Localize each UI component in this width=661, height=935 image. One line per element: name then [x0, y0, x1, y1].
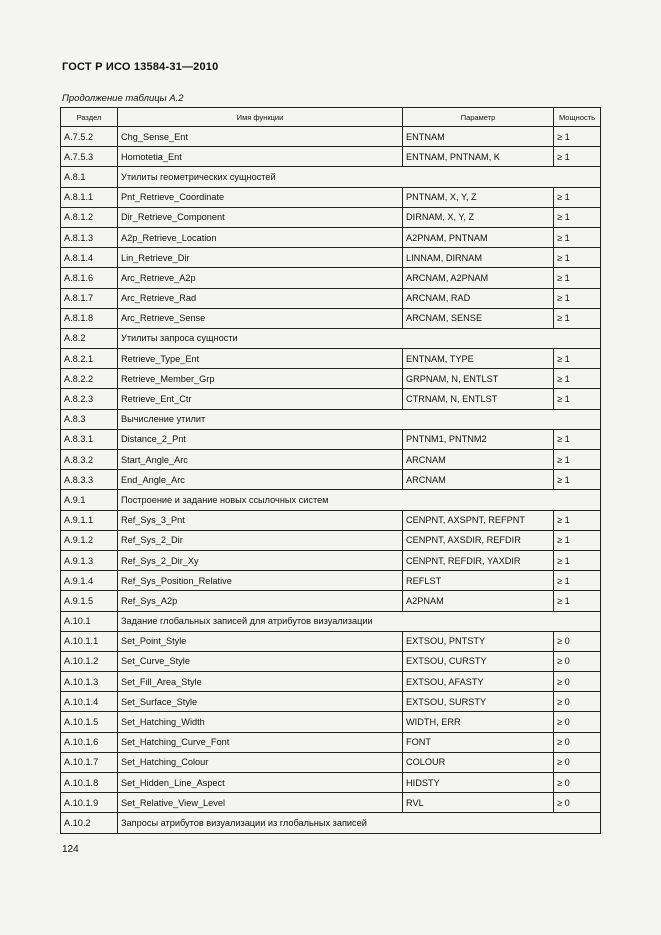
function-table: [60, 107, 601, 834]
cell-section: A.8.3.2: [61, 450, 118, 470]
cell-parameters: PNTNAM, X, Y, Z: [403, 187, 554, 207]
cell-function-name: Retrieve_Ent_Ctr: [118, 389, 403, 409]
table-row: [61, 651, 601, 671]
cell-group-title: Запросы атрибутов визуализации из глобальных записей: [118, 813, 601, 833]
table-row: [61, 147, 601, 167]
cell-parameters: ARCNAM: [403, 470, 554, 490]
cell-function-name: Pnt_Retrieve_Coordinate: [118, 187, 403, 207]
table-row: [61, 712, 601, 732]
cell-function-name: Set_Hatching_Curve_Font: [118, 732, 403, 752]
table-row: [61, 268, 601, 288]
cell-parameters: ARCNAM, SENSE: [403, 308, 554, 328]
table-row: [61, 389, 601, 409]
cell-function-name: Start_Angle_Arc: [118, 450, 403, 470]
cell-section: A.7.5.3: [61, 147, 118, 167]
cell-parameters: ARCNAM, RAD: [403, 288, 554, 308]
cell-cardinality: ≥ 1: [554, 187, 601, 207]
cell-cardinality: ≥ 1: [554, 288, 601, 308]
cell-function-name: Retrieve_Member_Grp: [118, 369, 403, 389]
cell-section: A.8.1: [61, 167, 118, 187]
table-group-row: [61, 813, 601, 833]
cell-cardinality: ≥ 0: [554, 773, 601, 793]
cell-function-name: Set_Relative_View_Level: [118, 793, 403, 813]
cell-section: A.9.1: [61, 490, 118, 510]
header-section: Раздел: [61, 108, 118, 127]
header-parameter: Параметр: [403, 108, 554, 127]
table-row: [61, 248, 601, 268]
cell-parameters: LINNAM, DIRNAM: [403, 248, 554, 268]
table-row: [61, 470, 601, 490]
cell-cardinality: ≥ 1: [554, 530, 601, 550]
cell-parameters: DIRNAM, X, Y, Z: [403, 207, 554, 227]
table-row: [61, 288, 601, 308]
cell-cardinality: ≥ 0: [554, 793, 601, 813]
cell-function-name: End_Angle_Arc: [118, 470, 403, 490]
table-row: [61, 227, 601, 247]
table-row: [61, 773, 601, 793]
table-row: [61, 510, 601, 530]
cell-function-name: A2p_Retrieve_Location: [118, 227, 403, 247]
cell-section: A.10.1.6: [61, 732, 118, 752]
cell-group-title: Построение и задание новых ссылочных систем: [118, 490, 601, 510]
cell-function-name: Lin_Retrieve_Dir: [118, 248, 403, 268]
cell-section: A.9.1.3: [61, 550, 118, 570]
cell-function-name: Ref_Sys_2_Dir: [118, 530, 403, 550]
cell-cardinality: ≥ 1: [554, 389, 601, 409]
cell-function-name: Arc_Retrieve_Sense: [118, 308, 403, 328]
cell-parameters: RVL: [403, 793, 554, 813]
cell-parameters: CENPNT, AXSDIR, REFDIR: [403, 530, 554, 550]
table-group-row: [61, 409, 601, 429]
table-row: [61, 591, 601, 611]
cell-function-name: Arc_Retrieve_Rad: [118, 288, 403, 308]
cell-section: A.8.2.3: [61, 389, 118, 409]
cell-cardinality: ≥ 1: [554, 207, 601, 227]
cell-cardinality: ≥ 1: [554, 591, 601, 611]
cell-section: A.10.1: [61, 611, 118, 631]
cell-function-name: Set_Curve_Style: [118, 651, 403, 671]
cell-section: A.10.1.3: [61, 672, 118, 692]
cell-section: A.10.2: [61, 813, 118, 833]
table-row: [61, 349, 601, 369]
table-row: [61, 692, 601, 712]
cell-cardinality: ≥ 1: [554, 369, 601, 389]
cell-section: A.8.1.4: [61, 248, 118, 268]
cell-section: A.9.1.5: [61, 591, 118, 611]
cell-section: A.10.1.9: [61, 793, 118, 813]
table-header-row: [61, 108, 601, 127]
cell-function-name: Ref_Sys_2_Dir_Xy: [118, 550, 403, 570]
cell-parameters: CENPNT, AXSPNT, REFPNT: [403, 510, 554, 530]
cell-section: A.7.5.2: [61, 127, 118, 147]
table-group-row: [61, 167, 601, 187]
table-row: [61, 187, 601, 207]
cell-parameters: EXTSOU, AFASTY: [403, 672, 554, 692]
cell-section: A.8.1.7: [61, 288, 118, 308]
table-row: [61, 752, 601, 772]
table-row: [61, 550, 601, 570]
cell-parameters: ENTNAM, TYPE: [403, 349, 554, 369]
cell-section: A.10.1.5: [61, 712, 118, 732]
cell-section: A.8.3: [61, 409, 118, 429]
cell-parameters: EXTSOU, SURSTY: [403, 692, 554, 712]
cell-parameters: WIDTH, ERR: [403, 712, 554, 732]
table-row: [61, 793, 601, 813]
cell-parameters: REFLST: [403, 571, 554, 591]
cell-function-name: Ref_Sys_3_Pnt: [118, 510, 403, 530]
cell-function-name: Set_Point_Style: [118, 631, 403, 651]
cell-cardinality: ≥ 1: [554, 248, 601, 268]
cell-section: A.10.1.2: [61, 651, 118, 671]
cell-cardinality: ≥ 0: [554, 732, 601, 752]
cell-section: A.8.2: [61, 328, 118, 348]
cell-parameters: GRPNAM, N, ENTLST: [403, 369, 554, 389]
cell-parameters: CTRNAM, N, ENTLST: [403, 389, 554, 409]
cell-parameters: EXTSOU, PNTSTY: [403, 631, 554, 651]
cell-group-title: Утилиты геометрических сущностей: [118, 167, 601, 187]
cell-section: A.8.1.2: [61, 207, 118, 227]
table-row: [61, 732, 601, 752]
cell-cardinality: ≥ 1: [554, 571, 601, 591]
cell-parameters: A2PNAM, PNTNAM: [403, 227, 554, 247]
table-row: [61, 450, 601, 470]
cell-cardinality: ≥ 0: [554, 752, 601, 772]
cell-parameters: PNTNM1, PNTNM2: [403, 429, 554, 449]
cell-section: A.9.1.4: [61, 571, 118, 591]
table-row: [61, 429, 601, 449]
cell-cardinality: ≥ 0: [554, 712, 601, 732]
cell-function-name: Set_Hatching_Width: [118, 712, 403, 732]
cell-parameters: HIDSTY: [403, 773, 554, 793]
cell-parameters: EXTSOU, CURSTY: [403, 651, 554, 671]
cell-section: A.9.1.2: [61, 530, 118, 550]
table-row: [61, 127, 601, 147]
cell-function-name: Dir_Retrieve_Component: [118, 207, 403, 227]
cell-parameters: A2PNAM: [403, 591, 554, 611]
cell-cardinality: ≥ 1: [554, 268, 601, 288]
cell-section: A.10.1.7: [61, 752, 118, 772]
cell-parameters: CENPNT, REFDIR, YAXDIR: [403, 550, 554, 570]
table-row: [61, 631, 601, 651]
cell-section: A.10.1.8: [61, 773, 118, 793]
cell-cardinality: ≥ 1: [554, 550, 601, 570]
cell-function-name: Arc_Retrieve_A2p: [118, 268, 403, 288]
cell-function-name: Homotetia_Ent: [118, 147, 403, 167]
cell-section: A.10.1.1: [61, 631, 118, 651]
cell-cardinality: ≥ 1: [554, 227, 601, 247]
header-cardinality: Мощность: [554, 108, 601, 127]
cell-section: A.10.1.4: [61, 692, 118, 712]
cell-section: A.9.1.1: [61, 510, 118, 530]
cell-parameters: COLOUR: [403, 752, 554, 772]
page-number: 124: [62, 844, 79, 855]
cell-group-title: Задание глобальных записей для атрибутов визуализации: [118, 611, 601, 631]
table-group-row: [61, 328, 601, 348]
cell-function-name: Set_Hatching_Colour: [118, 752, 403, 772]
cell-function-name: Set_Hidden_Line_Aspect: [118, 773, 403, 793]
cell-function-name: Ref_Sys_Position_Relative: [118, 571, 403, 591]
table-row: [61, 530, 601, 550]
cell-cardinality: ≥ 1: [554, 429, 601, 449]
cell-function-name: Chg_Sense_Ent: [118, 127, 403, 147]
cell-parameters: FONT: [403, 732, 554, 752]
cell-section: A.8.2.2: [61, 369, 118, 389]
cell-parameters: ARCNAM, A2PNAM: [403, 268, 554, 288]
table-row: [61, 308, 601, 328]
cell-function-name: Set_Fill_Area_Style: [118, 672, 403, 692]
cell-cardinality: ≥ 1: [554, 147, 601, 167]
cell-parameters: ENTNAM: [403, 127, 554, 147]
cell-cardinality: ≥ 1: [554, 450, 601, 470]
cell-section: A.8.1.3: [61, 227, 118, 247]
header-function-name: Имя функции: [118, 108, 403, 127]
cell-cardinality: ≥ 1: [554, 127, 601, 147]
table-row: [61, 571, 601, 591]
table-row: [61, 207, 601, 227]
cell-cardinality: ≥ 0: [554, 651, 601, 671]
cell-cardinality: ≥ 0: [554, 672, 601, 692]
cell-function-name: Distance_2_Pnt: [118, 429, 403, 449]
cell-cardinality: ≥ 1: [554, 510, 601, 530]
cell-group-title: Вычисление утилит: [118, 409, 601, 429]
cell-parameters: ENTNAM, PNTNAM, K: [403, 147, 554, 167]
cell-section: A.8.1.6: [61, 268, 118, 288]
cell-function-name: Retrieve_Type_Ent: [118, 349, 403, 369]
cell-section: A.8.3.3: [61, 470, 118, 490]
table-group-row: [61, 611, 601, 631]
table-row: [61, 672, 601, 692]
cell-cardinality: ≥ 1: [554, 470, 601, 490]
cell-cardinality: ≥ 1: [554, 349, 601, 369]
cell-function-name: Set_Surface_Style: [118, 692, 403, 712]
cell-parameters: ARCNAM: [403, 450, 554, 470]
table-group-row: [61, 490, 601, 510]
cell-section: A.8.1.1: [61, 187, 118, 207]
cell-cardinality: ≥ 0: [554, 692, 601, 712]
cell-section: A.8.2.1: [61, 349, 118, 369]
cell-cardinality: ≥ 0: [554, 631, 601, 651]
table-row: [61, 369, 601, 389]
table-caption: Продолжение таблицы А.2: [62, 93, 184, 104]
cell-section: A.8.1.8: [61, 308, 118, 328]
cell-group-title: Утилиты запроса сущности: [118, 328, 601, 348]
document-title: ГОСТ Р ИСО 13584-31—2010: [62, 61, 219, 73]
table-body: [61, 127, 601, 834]
cell-section: A.8.3.1: [61, 429, 118, 449]
cell-function-name: Ref_Sys_A2p: [118, 591, 403, 611]
cell-cardinality: ≥ 1: [554, 308, 601, 328]
